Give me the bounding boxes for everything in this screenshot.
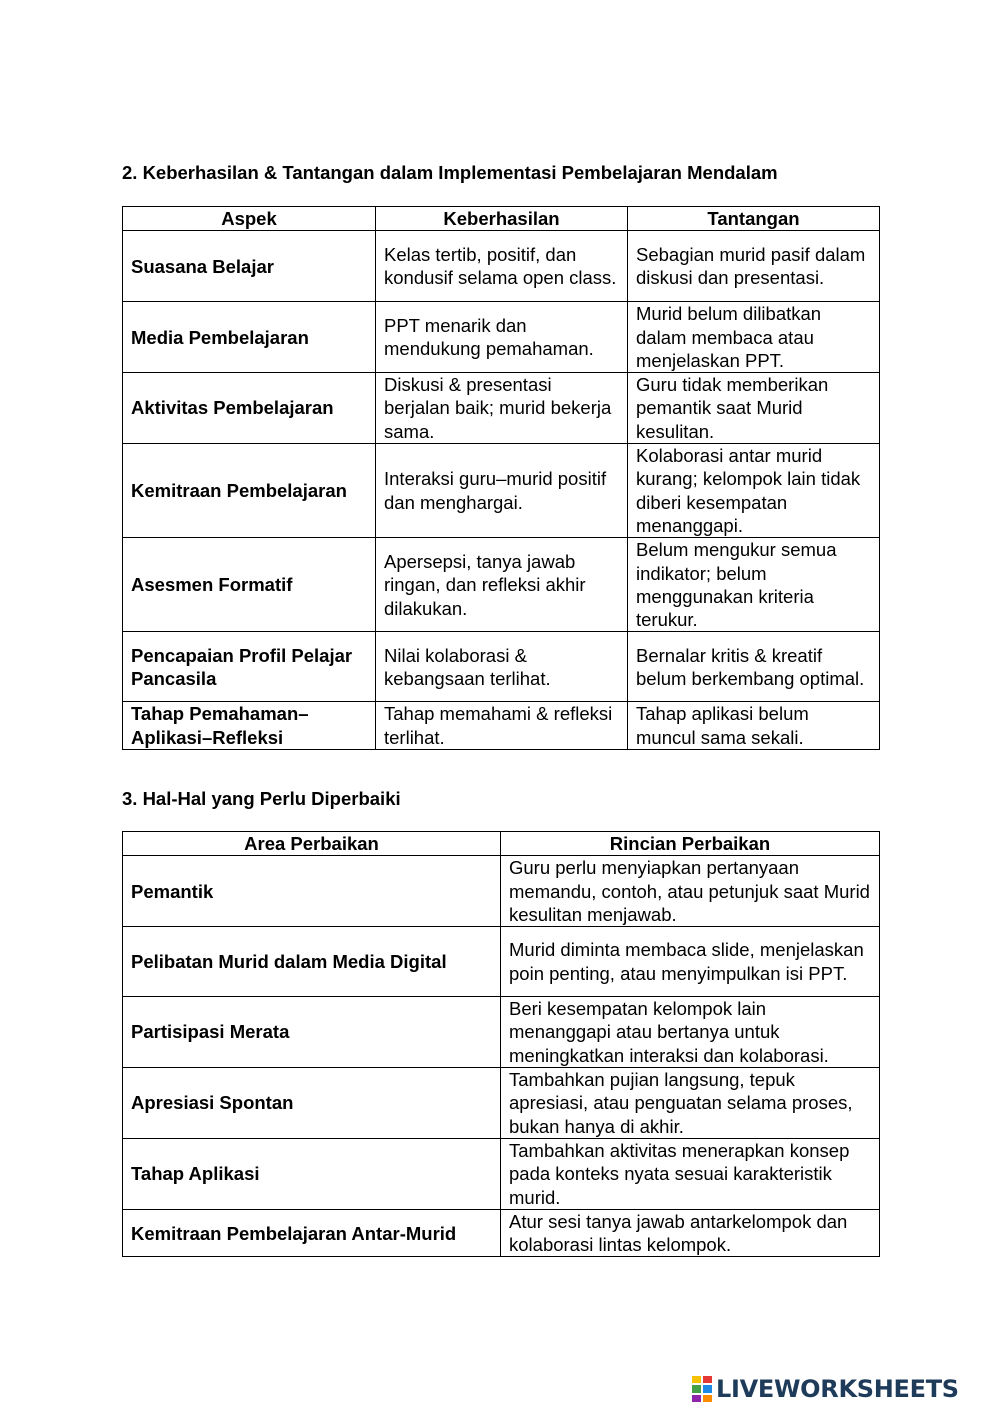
table-row [123, 231, 880, 302]
table-row [123, 1138, 880, 1209]
tantangan-cell: Guru tidak memberikan pemantik saat Murid kesulitan. [628, 373, 880, 444]
column-header-tantangan: Tantangan [628, 207, 880, 231]
rincian-cell: Tambahkan aktivitas menerapkan konsep pada konteks nyata sesuai karakteristik murid. [501, 1138, 880, 1209]
table-row [123, 1068, 880, 1139]
keberhasilan-cell: Kelas tertib, positif, dan kondusif selama open class. [376, 231, 628, 302]
column-header-area: Area Perbaikan [123, 832, 501, 856]
table-row [123, 1209, 880, 1257]
aspek-cell: Pencapaian Profil Pelajar Pancasila [123, 632, 376, 702]
table-row [123, 997, 880, 1068]
rincian-cell: Tambahkan pujian langsung, tepuk apresiasi, atau penguatan selama proses, bukan hanya di akhir. [501, 1068, 880, 1139]
section2-title: 2. Keberhasilan & Tantangan dalam Implementasi Pembelajaran Mendalam [122, 162, 778, 183]
table-header-row [123, 832, 880, 856]
area-cell: Kemitraan Pembelajaran Antar-Murid [123, 1209, 501, 1257]
improvement-table [122, 831, 880, 1257]
table-row [123, 444, 880, 538]
column-header-rincian: Rincian Perbaikan [501, 832, 880, 856]
rincian-cell: Murid diminta membaca slide, menjelaskan poin penting, atau menyimpulkan isi PPT. [501, 927, 880, 997]
area-cell: Apresiasi Spontan [123, 1068, 501, 1139]
rincian-cell: Beri kesempatan kelompok lain menanggapi atau bertanya untuk meningkatkan interaksi dan kolaborasi. [501, 997, 880, 1068]
area-cell: Partisipasi Merata [123, 997, 501, 1068]
tantangan-cell: Murid belum dilibatkan dalam membaca atau menjelaskan PPT. [628, 302, 880, 373]
table-row [123, 632, 880, 702]
aspek-cell: Tahap Pemahaman–Aplikasi–Refleksi [123, 702, 376, 750]
tantangan-cell: Kolaborasi antar murid kurang; kelompok lain tidak diberi kesempatan menanggapi. [628, 444, 880, 538]
table-row [123, 302, 880, 373]
aspek-cell: Asesmen Formatif [123, 538, 376, 632]
aspek-cell: Kemitraan Pembelajaran [123, 444, 376, 538]
tantangan-cell: Sebagian murid pasif dalam diskusi dan presentasi. [628, 231, 880, 302]
keberhasilan-cell: Nilai kolaborasi & kebangsaan terlihat. [376, 632, 628, 702]
aspek-cell: Media Pembelajaran [123, 302, 376, 373]
table-row [123, 927, 880, 997]
keberhasilan-cell: Tahap memahami & refleksi terlihat. [376, 702, 628, 750]
area-cell: Tahap Aplikasi [123, 1138, 501, 1209]
aspek-cell: Suasana Belajar [123, 231, 376, 302]
success-challenge-table [122, 206, 880, 750]
table-row [123, 702, 880, 750]
area-cell: Pemantik [123, 856, 501, 927]
liveworksheets-logo[interactable] [692, 1376, 959, 1402]
liveworksheets-logo-icon [692, 1376, 712, 1402]
keberhasilan-cell: Diskusi & presentasi berjalan baik; murid bekerja sama. [376, 373, 628, 444]
brand-name: LIVEWORKSHEETS [716, 1375, 959, 1403]
tantangan-cell: Belum mengukur semua indikator; belum menggunakan kriteria terukur. [628, 538, 880, 632]
tantangan-cell: Bernalar kritis & kreatif belum berkembang optimal. [628, 632, 880, 702]
section3-title: 3. Hal-Hal yang Perlu Diperbaiki [122, 788, 401, 809]
table-header-row [123, 207, 880, 231]
table-row [123, 373, 880, 444]
keberhasilan-cell: Interaksi guru–murid positif dan menghargai. [376, 444, 628, 538]
tantangan-cell: Tahap aplikasi belum muncul sama sekali. [628, 702, 880, 750]
keberhasilan-cell: PPT menarik dan mendukung pemahaman. [376, 302, 628, 373]
table-row [123, 538, 880, 632]
rincian-cell: Guru perlu menyiapkan pertanyaan memandu, contoh, atau petunjuk saat Murid kesulitan menjawab. [501, 856, 880, 927]
aspek-cell: Aktivitas Pembelajaran [123, 373, 376, 444]
rincian-cell: Atur sesi tanya jawab antarkelompok dan kolaborasi lintas kelompok. [501, 1209, 880, 1257]
column-header-keberhasilan: Keberhasilan [376, 207, 628, 231]
keberhasilan-cell: Apersepsi, tanya jawab ringan, dan refleksi akhir dilakukan. [376, 538, 628, 632]
column-header-aspek: Aspek [123, 207, 376, 231]
table-row [123, 856, 880, 927]
area-cell: Pelibatan Murid dalam Media Digital [123, 927, 501, 997]
